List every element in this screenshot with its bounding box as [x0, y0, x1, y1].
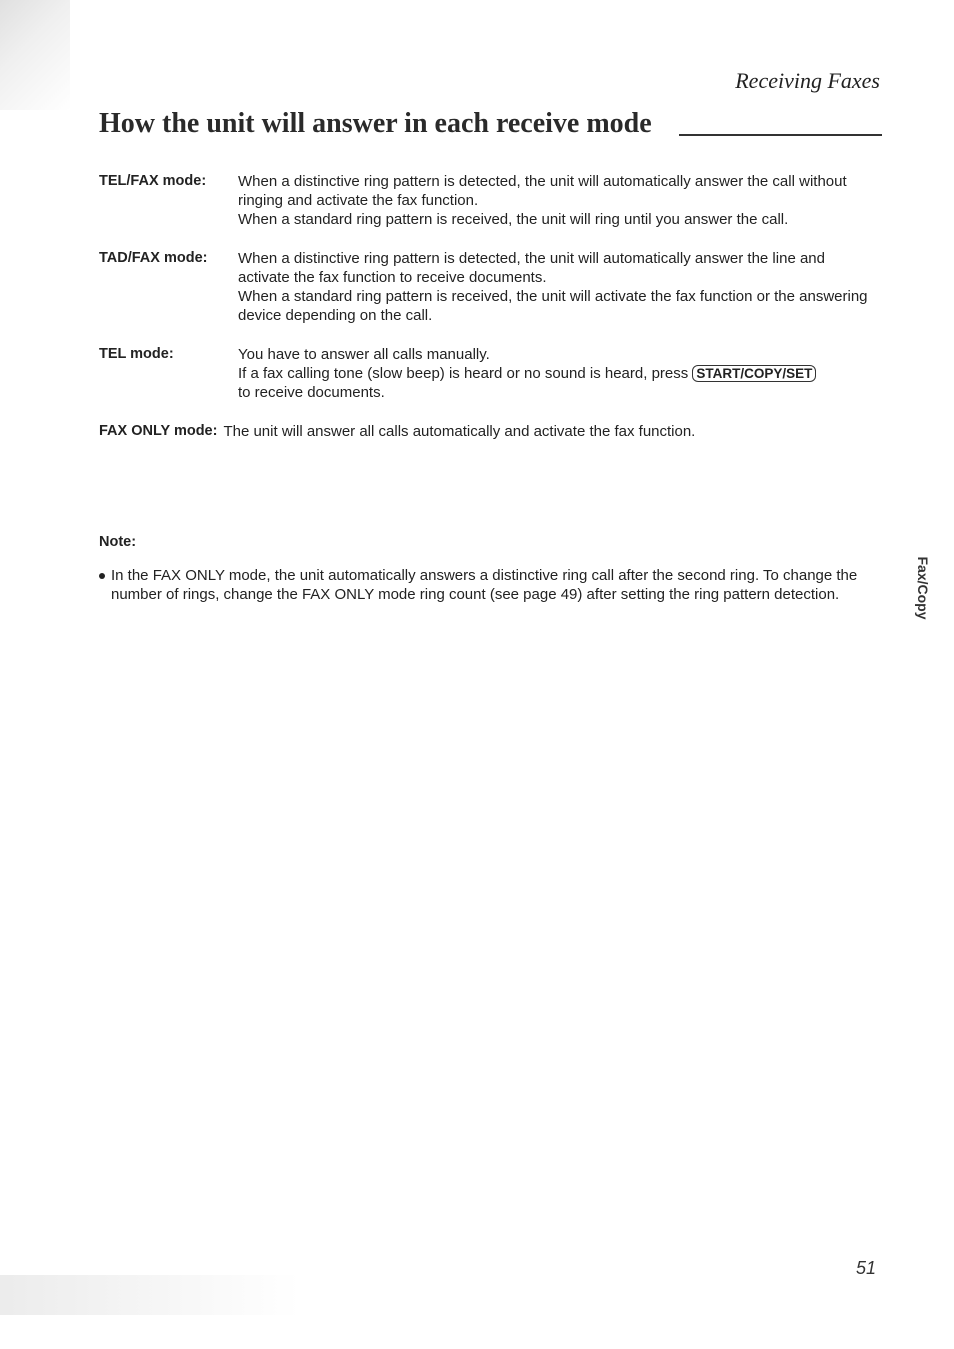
- mode-label: FAX ONLY mode:: [99, 423, 218, 439]
- title-row: [99, 108, 882, 142]
- mode-line: to receive documents.: [238, 384, 385, 401]
- running-head: Receiving Faxes: [735, 68, 880, 93]
- mode-line: [238, 364, 869, 383]
- bullet-icon: [99, 573, 105, 579]
- mode-description: [238, 249, 869, 325]
- mode-line: You have to answer all calls manually.: [238, 346, 490, 363]
- start-copy-set-key: START/COPY/SET: [692, 365, 816, 382]
- section-side-tab: [905, 552, 941, 624]
- mode-description: [238, 345, 869, 402]
- mode-label: TEL/FAX mode:: [99, 173, 207, 189]
- scan-shadow-bottom-left: [0, 1275, 300, 1315]
- side-tab-label: Fax/Copy: [915, 556, 931, 620]
- mode-row-fax-only: [99, 422, 869, 441]
- note-item: [99, 566, 861, 604]
- mode-line: When a distinctive ring pattern is detected, the unit will automatically answer the line and activate the fax function to receive documents.: [238, 250, 825, 286]
- mode-line: When a standard ring pattern is received, the unit will activate the fax function or the answering device depending on the call.: [238, 288, 868, 324]
- mode-list: [99, 172, 869, 461]
- scan-shadow-top-left: [0, 0, 70, 110]
- note-heading: Note:: [99, 534, 137, 550]
- mode-row-tel: [99, 345, 869, 402]
- mode-line-text: If a fax calling tone (slow beep) is heard or no sound is heard, press: [238, 365, 689, 382]
- mode-label: TEL mode:: [99, 346, 174, 362]
- mode-line: When a distinctive ring pattern is detected, the unit will automatically answer the call without ringing and activate the fax function.: [238, 173, 847, 209]
- mode-line: When a standard ring pattern is received, the unit will ring until you answer the call.: [238, 211, 789, 228]
- page-number: 51: [855, 1258, 876, 1278]
- mode-row-tad-fax: [99, 249, 869, 325]
- note-text: In the FAX ONLY mode, the unit automatically answers a distinctive ring call after the second ring. To change the number of rings, change the FAX ONLY mode ring count (see page 49) after setting the ring pattern detection.: [111, 567, 858, 603]
- title-rule: [679, 134, 882, 136]
- mode-description: The unit will answer all calls automatically and activate the fax function.: [223, 423, 696, 440]
- mode-description: [238, 172, 869, 229]
- page-title: How the unit will answer in each receive mode: [99, 108, 652, 139]
- mode-row-tel-fax: [99, 172, 869, 229]
- mode-label: TAD/FAX mode:: [99, 250, 208, 266]
